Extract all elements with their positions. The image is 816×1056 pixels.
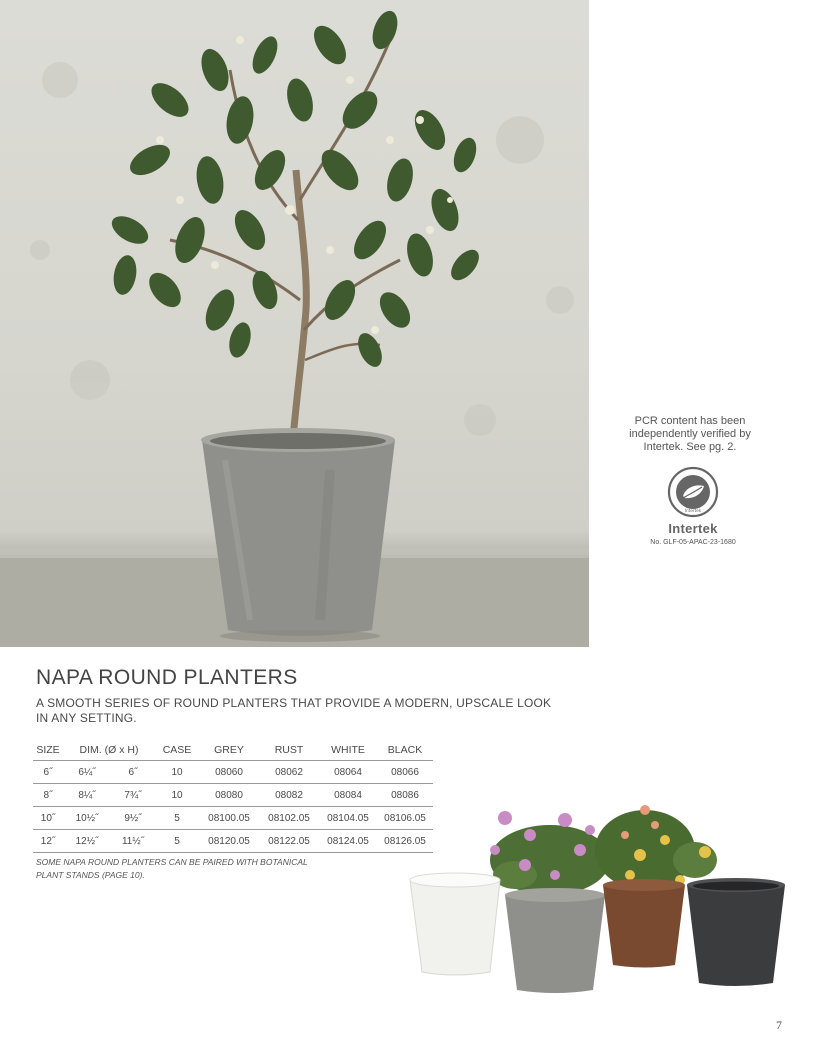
grey-planter [202,440,395,636]
cell-white: 08104.05 [319,807,377,830]
table-row [33,830,433,853]
header-case: CASE [162,744,192,756]
potted-tree-illustration [0,0,589,647]
specs-table [33,740,433,853]
pairing-note: SOME NAPA ROUND PLANTERS CAN BE PAIRED WITH BOTANICAL PLANT STANDS (PAGE 10). [36,857,308,880]
cell-grey: 08060 [199,761,259,784]
cell-case: 10 [155,761,199,784]
header-grey: GREY [214,744,244,756]
cell-white: 08124.05 [319,830,377,853]
table-row [33,761,433,784]
grey-planter-small [505,895,605,993]
cell-grey: 08080 [199,784,259,807]
header-size: SIZE [36,744,60,756]
cell-height: 7¾˝ [111,784,155,807]
cell-grey: 08100.05 [199,807,259,830]
cell-case: 5 [155,830,199,853]
header-rust: RUST [274,744,304,756]
hero-photo [0,0,589,647]
badge-label: Intertek [684,508,702,513]
cell-diameter: 8¼˝ [63,784,111,807]
cell-size: 8˝ [33,784,63,807]
page-number: 7 [776,1018,782,1032]
header-dimensions: DIM. (Ø x H) [79,744,139,756]
cell-case: 5 [155,807,199,830]
cell-diameter: 12½˝ [63,830,111,853]
intertek-logo-text: Intertek [668,521,718,536]
rust-planter [603,885,685,968]
cell-case: 10 [155,784,199,807]
cell-diameter: 6¼˝ [63,761,111,784]
cell-black: 08126.05 [377,830,433,853]
cell-rust: 08102.05 [259,807,319,830]
cell-rust: 08062 [259,761,319,784]
white-planter [410,880,500,975]
cell-size: 10˝ [33,807,63,830]
cell-black: 08066 [377,761,433,784]
cell-height: 11½˝ [111,830,155,853]
header-black: BLACK [387,744,423,756]
table-header-row [33,740,433,761]
cell-diameter: 10½˝ [63,807,111,830]
cell-height: 9½˝ [111,807,155,830]
product-title: NAPA ROUND PLANTERS [36,666,298,689]
cell-rust: 08082 [259,784,319,807]
cell-height: 6˝ [111,761,155,784]
cell-rust: 08122.05 [259,830,319,853]
pcr-verification-text: PCR content has been independently verified by Intertek. See pg. 2. [629,415,751,453]
cell-white: 08084 [319,784,377,807]
certificate-number: No. GLF-05-APAC-23-1680 [650,539,736,546]
cell-grey: 08120.05 [199,830,259,853]
cell-size: 12˝ [33,830,63,853]
table-row [33,807,433,830]
cell-size: 6˝ [33,761,63,784]
cell-black: 08086 [377,784,433,807]
planter-lineup-illustration [405,780,790,995]
cell-white: 08064 [319,761,377,784]
table-row [33,784,433,807]
cell-black: 08106.05 [377,807,433,830]
intertek-leaf-badge-icon [666,465,720,519]
black-planter [687,885,785,986]
product-description: A SMOOTH SERIES OF ROUND PLANTERS THAT PROVIDE A MODERN, UPSCALE LOOK IN ANY SETTING. [36,696,552,725]
header-white: WHITE [331,744,365,756]
